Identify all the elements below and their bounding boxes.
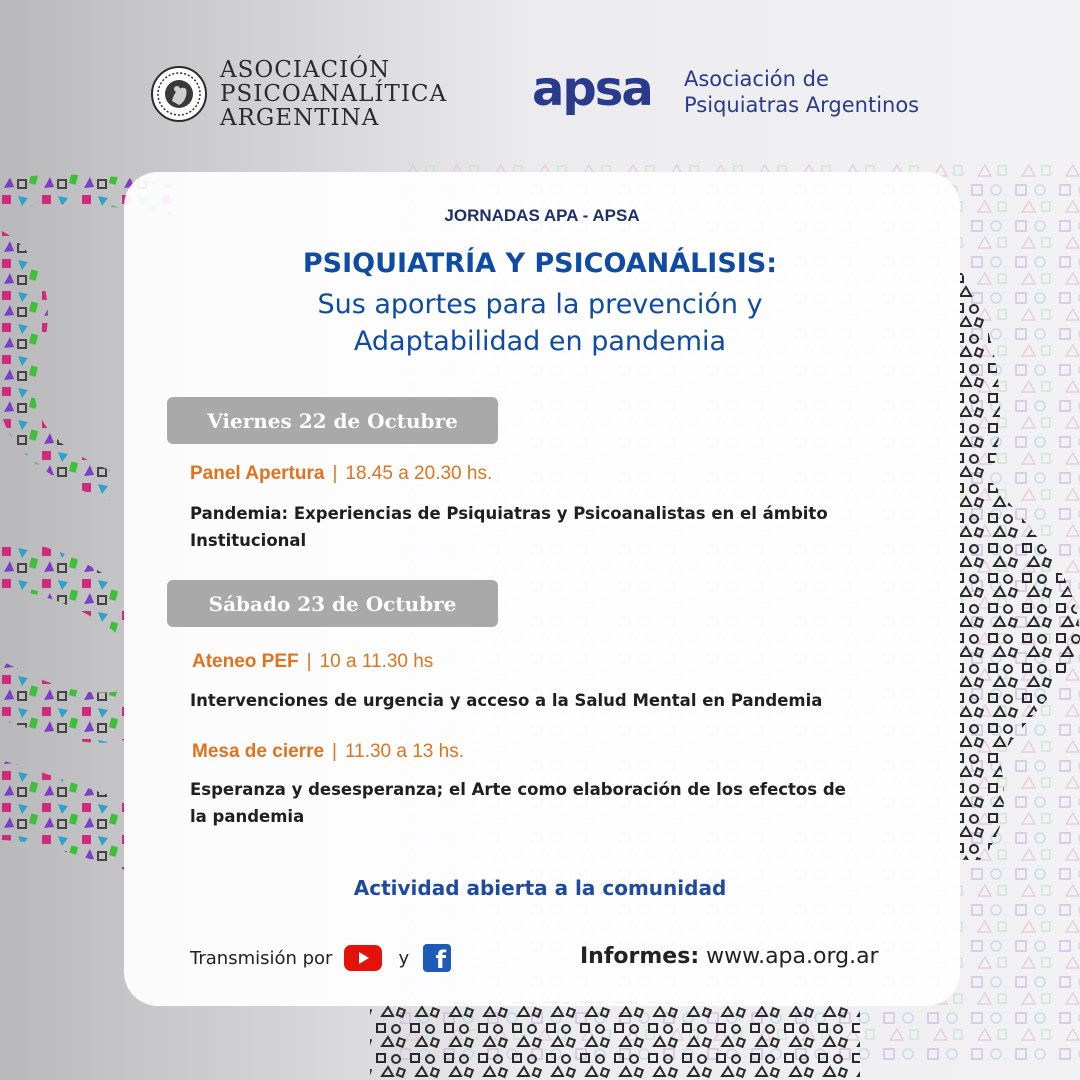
description-line: Esperanza y desesperanza; el Arte como elaboración de los efectos de: [190, 780, 846, 799]
subtitle-line-2: Adaptabilidad en pandemia: [353, 326, 727, 357]
session-description: [190, 776, 846, 830]
and-label: y: [398, 947, 410, 969]
page-subtitle: [0, 286, 1080, 360]
apa-logo-line-2: PSICOANALÍTICA: [220, 81, 448, 107]
day-label-friday: Viernes 22 de Octubre: [167, 397, 498, 444]
contact-info: [580, 944, 879, 969]
info-url[interactable]: www.apa.org.ar: [706, 944, 879, 969]
youtube-icon[interactable]: [344, 945, 382, 971]
apsa-logo-line-1: Asociación de: [684, 67, 829, 91]
session-description: [190, 500, 828, 554]
apsa-mark-text: apsa: [532, 67, 652, 117]
apa-logo-line-1: ASOCIACIÓN: [220, 57, 391, 83]
session-time: 10 a 11.30 hs: [319, 651, 434, 672]
info-label: Informes:: [580, 944, 700, 969]
apa-logo: [150, 58, 447, 130]
description-line: Intervenciones de urgencia y acceso a la Salud Mental en Pandemia: [190, 691, 823, 710]
apsa-logo-line-2: Psiquiatras Argentinos: [684, 93, 920, 117]
description-line: la pandemia: [190, 807, 305, 826]
session-description: [190, 687, 822, 714]
apsa-logo: [532, 66, 919, 118]
stream-info: [190, 944, 451, 972]
day-label-saturday: Sábado 23 de Octubre: [167, 580, 498, 627]
apsa-logo-mark: [532, 67, 668, 117]
session-name: Panel Apertura: [190, 463, 325, 484]
community-note: Actividad abierta a la comunidad: [353, 876, 727, 900]
session-mesa-de-cierre: Mesa de cierre | 11.30 a 13 hs.: [192, 741, 464, 762]
description-line: Pandemia: Experiencias de Psiquiatras y Psicoanalistas en el ámbito: [190, 504, 828, 523]
subtitle-line-1: Sus aportes para la prevención y: [317, 289, 763, 320]
apa-logo-line-3: ARGENTINA: [220, 105, 380, 131]
session-panel-apertura: Panel Apertura | 18.45 a 20.30 hs.: [190, 463, 493, 484]
session-ateneo-pef: Ateneo PEF | 10 a 11.30 hs: [192, 651, 434, 672]
stream-label: Transmisión por: [190, 947, 333, 969]
description-line: Institucional: [190, 531, 307, 550]
page-title: PSIQUIATRÍA Y PSICOANÁLISIS:: [302, 248, 778, 279]
session-name: Ateneo PEF: [192, 651, 299, 672]
session-name: Mesa de cierre: [192, 741, 325, 762]
facebook-icon[interactable]: f: [423, 944, 451, 972]
session-time: 11.30 a 13 hs.: [344, 741, 464, 762]
session-time: 18.45 a 20.30 hs.: [345, 463, 493, 484]
event-label: JORNADAS APA - APSA: [444, 206, 640, 225]
apa-seal-icon: [150, 65, 208, 123]
